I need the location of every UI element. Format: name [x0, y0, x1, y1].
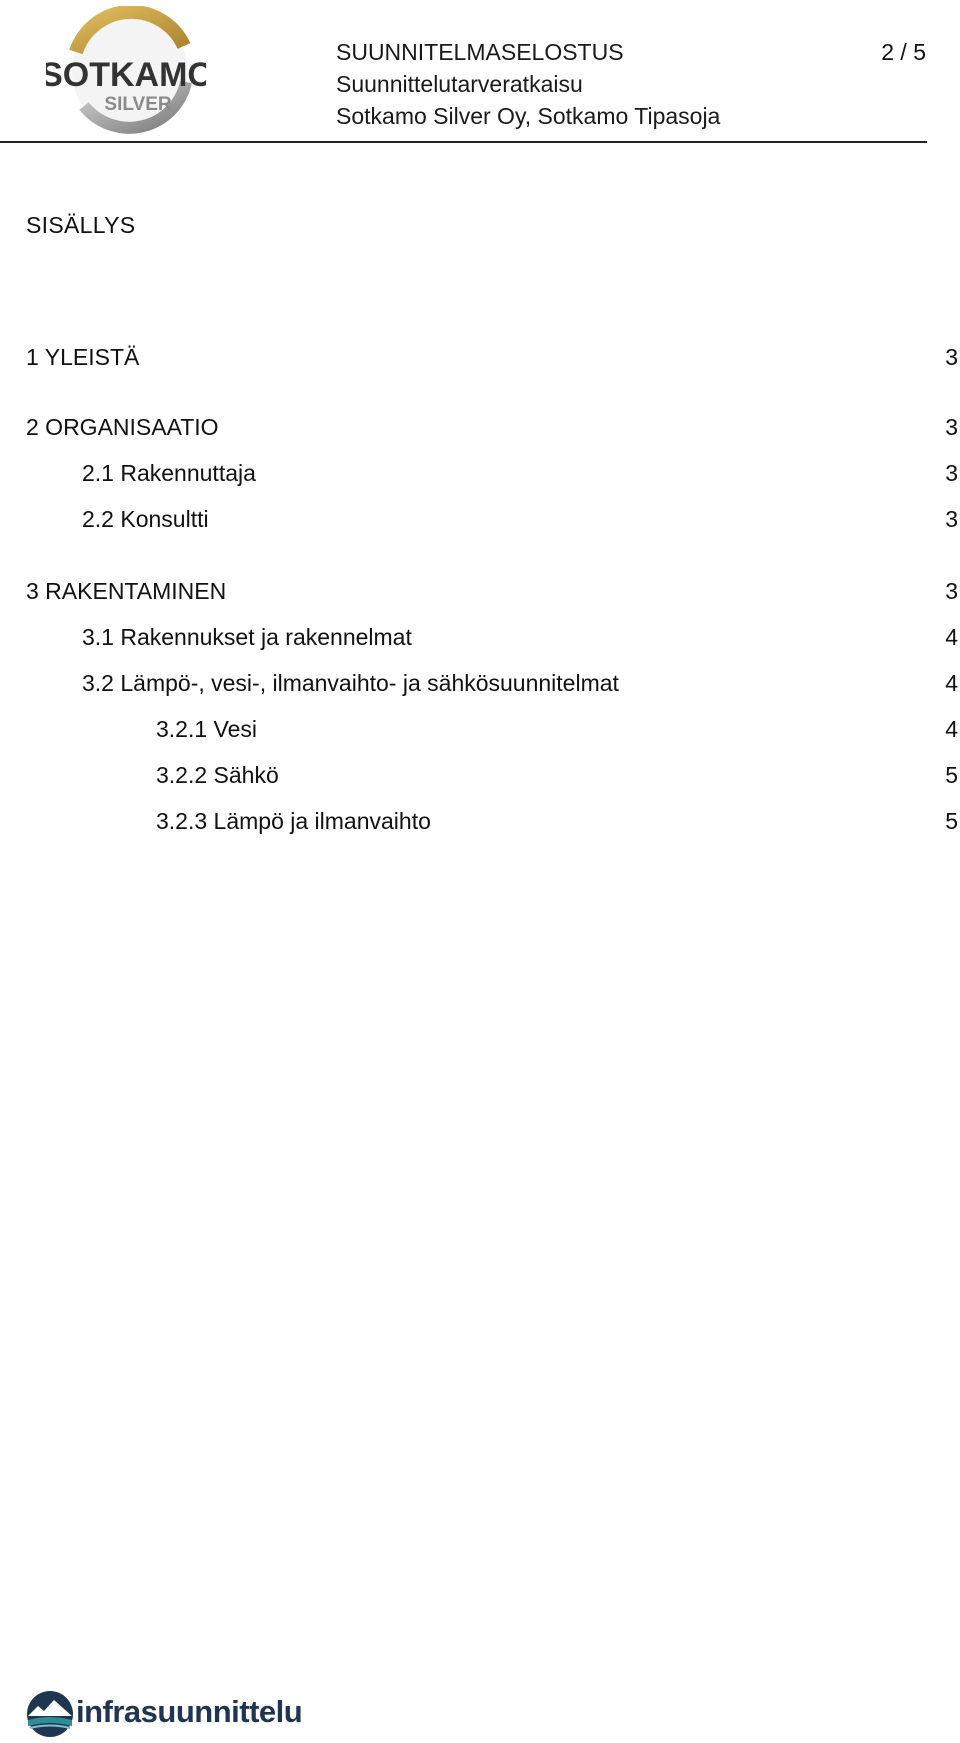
- toc-entry-text: 3.2.1 Vesi: [156, 716, 258, 742]
- logo-word-sotkamo: SOTKAMO: [46, 56, 206, 94]
- toc-entry: [0, 804, 960, 838]
- toc-entry-page: 4: [945, 624, 958, 650]
- document-subtitle: Suunnittelutarveratkaisu: [336, 71, 583, 97]
- toc-entry-text: 3.2.2 Sähkö: [156, 762, 279, 788]
- toc-entry: [0, 410, 960, 444]
- toc-entry: [0, 574, 960, 608]
- toc-entry-page: 4: [945, 670, 958, 696]
- document-client: Sotkamo Silver Oy, Sotkamo Tipasoja: [336, 103, 721, 129]
- toc-entry-text: 3.2.3 Lämpö ja ilmanvaihto: [156, 808, 431, 834]
- page-number: 2 / 5: [881, 39, 926, 65]
- toc-entry-page: 5: [945, 808, 958, 834]
- document-type: SUUNNITELMASELOSTUS: [336, 39, 624, 65]
- toc-entry-page: 5: [945, 762, 958, 788]
- toc-entry-text: 1 YLEISTÄ: [26, 344, 140, 370]
- toc-entry: [0, 666, 960, 700]
- toc-entry-page: 3: [945, 414, 958, 440]
- toc-entry-text: 2.2 Konsultti: [82, 506, 209, 532]
- toc-entry-page: 4: [945, 716, 958, 742]
- sotkamo-silver-logo: [46, 6, 206, 134]
- toc-entry: [0, 620, 960, 654]
- toc-entry: [0, 456, 960, 490]
- footer-logo-text: infrasuunnittelu: [76, 1694, 303, 1729]
- toc-entry: [0, 758, 960, 792]
- sotkamo-silver-logo-mark: [46, 6, 206, 134]
- toc-entry-page: 3: [945, 506, 958, 532]
- toc-entry-page: 3: [945, 578, 958, 604]
- toc-entry-text: 2 ORGANISAATIO: [26, 414, 219, 440]
- header-divider: [0, 141, 927, 143]
- mountain-globe-icon: [26, 1690, 74, 1738]
- toc-entry: [0, 502, 960, 536]
- toc-entry: [0, 340, 960, 374]
- logo-word-silver: SILVER: [104, 94, 172, 115]
- toc-entry-page: 3: [945, 344, 958, 370]
- infrasuunnittelu-logo: [26, 1686, 303, 1738]
- document-header: [336, 36, 876, 132]
- toc-entry: [0, 712, 960, 746]
- toc-entry-text: 3 RAKENTAMINEN: [26, 578, 227, 604]
- toc-entry-text: 2.1 Rakennuttaja: [82, 460, 256, 486]
- toc-entry-text: 3.1 Rakennukset ja rakennelmat: [82, 624, 412, 650]
- toc-entry-page: 3: [945, 460, 958, 486]
- toc-entry-text: 3.2 Lämpö-, vesi-, ilmanvaihto- ja sähkösuunnitelmat: [82, 670, 619, 696]
- toc-title: SISÄLLYS: [26, 212, 136, 238]
